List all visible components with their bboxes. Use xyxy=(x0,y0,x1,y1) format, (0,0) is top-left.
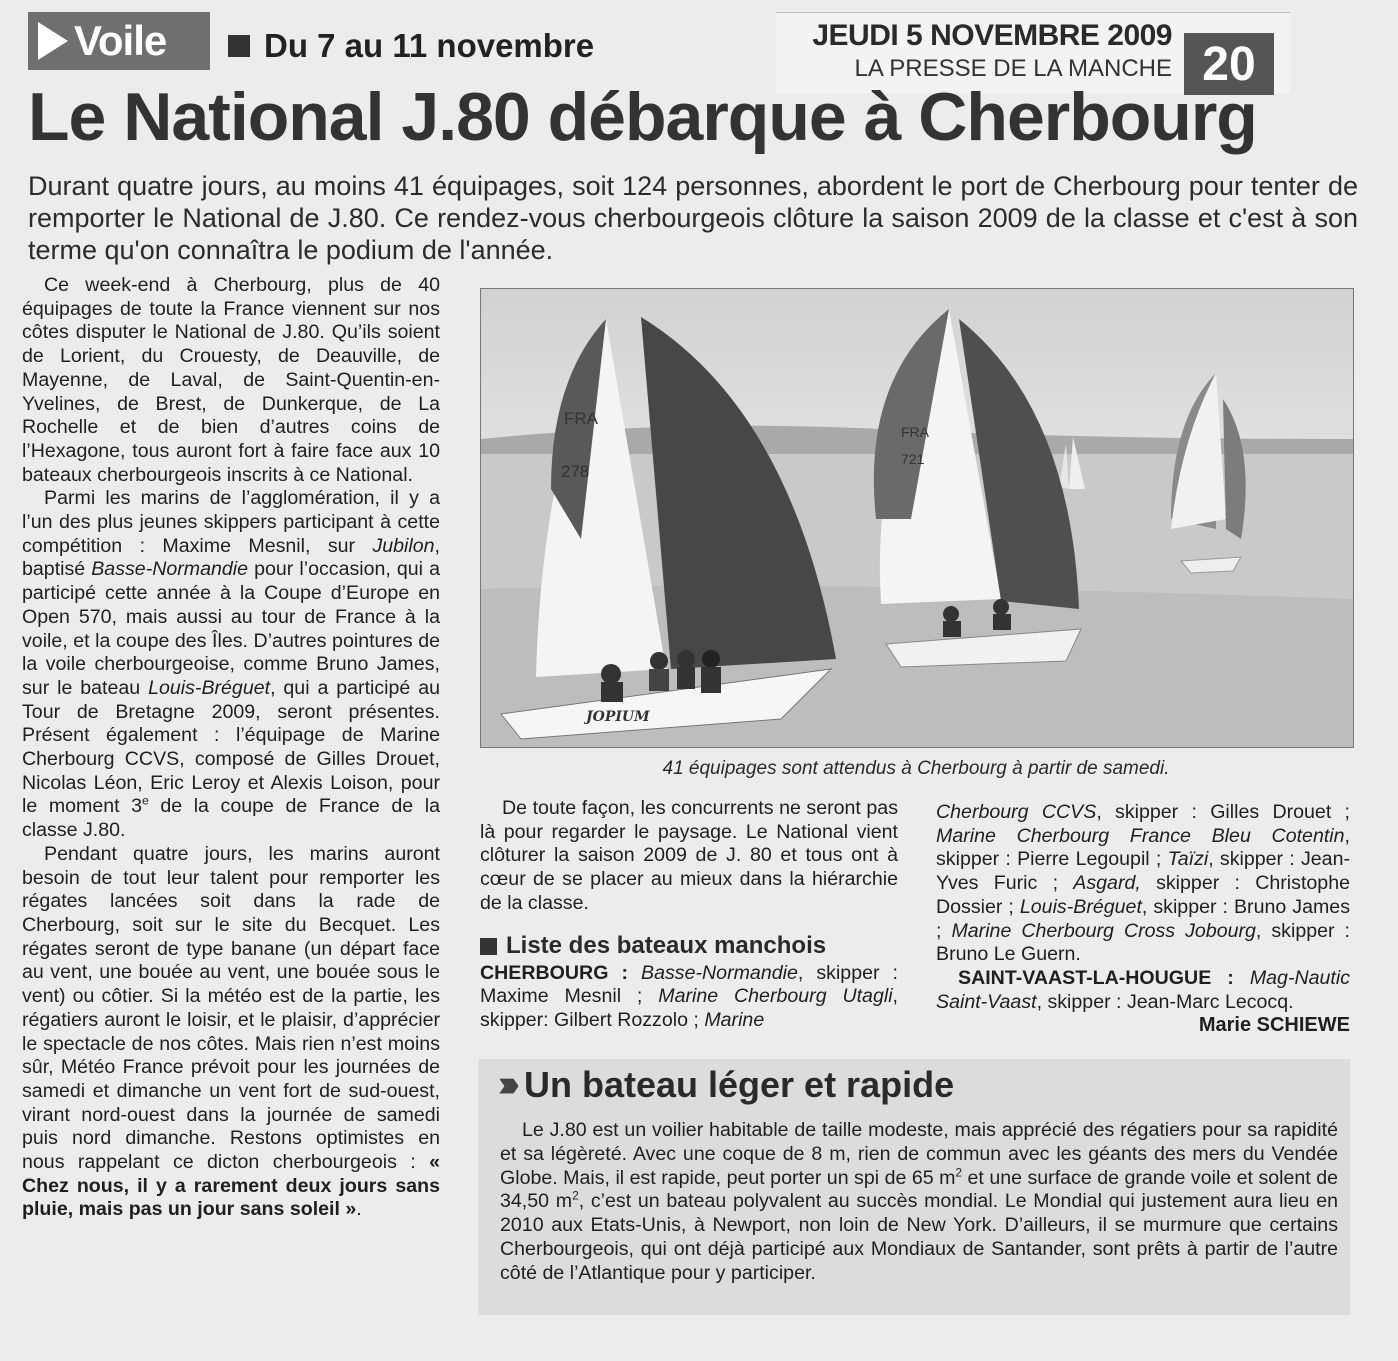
boat-name: Marine Cherbourg Cross Jobourg xyxy=(951,919,1256,942)
skipper-text: , skipper : Gilles Drouet ; xyxy=(1096,801,1350,823)
boat-name: Basse-Normandie xyxy=(91,558,249,581)
play-triangle-icon xyxy=(38,22,68,60)
location-label: CHERBOURG : xyxy=(480,961,629,984)
text-run: de la coupe de France de la classe J.80. xyxy=(22,795,440,842)
skipper-text: , skipper : Pierre Legoupil ; xyxy=(936,824,1350,871)
boat-name: Asgard, xyxy=(1073,872,1141,895)
boats-list-cherbourg: CHERBOURG : Basse-Normandie, skipper : Maxime Mesnil ; Marine Cherbourg Utagli, skipper: Gilbert Rozzolo ; Marine xyxy=(480,961,898,1031)
text-run: Parmi les marins de l’agglomération, il y a l’un des plus jeunes skippers participant à cette compétition : Maxime Mesnil, sur xyxy=(22,487,440,557)
section-rubric xyxy=(28,12,210,70)
superscript: 2 xyxy=(572,1188,579,1203)
boat-name: Marine Cherbourg Utagli xyxy=(658,985,893,1008)
boat-name: Basse-Normandie xyxy=(641,961,798,984)
skipper-text: , skipper : Bruno James ; xyxy=(936,895,1350,942)
paragraph-1: Ce week-end à Cherbourg, plus de 40 équipages de toute la France viennent sur nos côtes disputer le National de J.80. Qu’ils soient de Lorient, du Crouesty, de Deauville, de Mayenne, de Laval, de Saint-Quentin-en-Yvelines, de Brest, de Dunkerque, de La Rochelle et de bien d’autres coins de l’Hexagone, tous auront fort à faire face aux 10 bateaux cherbourgeois inscrits à ce National. xyxy=(22,274,440,486)
text-run: Le J.80 est un voilier habitable de taille modeste, mais apprécié des régatiers pour sa rapidité et sa légèreté. Avec une coque de 8 m, rien de commun avec les géants des mers du Vendée Globe. Mais, il est rapide, peut porter un spi de 65 m xyxy=(500,1119,1338,1189)
regatta-photo xyxy=(480,288,1354,748)
skipper-text: , skipper : Maxime Mesnil ; xyxy=(480,961,898,1008)
text-run: , c’est un bateau polyvalent au succès mondial. Le Mondial qui justement aura lieu en 2010 aux Etats-Unis, à Newport, non loin de New York. D’ailleurs, il se murmure que certains Cherbourgeois, qui ont déjà participé aux Mondiaux de Santander, sont prêts à partir de l’autre côté de l’Atlantique pour y participer. xyxy=(500,1190,1338,1284)
boat-name: Louis-Bréguet xyxy=(1019,895,1142,918)
boat-name: Jubilon xyxy=(372,534,435,557)
quote: « Chez nous, il y a rarement deux jours sans pluie, mais pas un jour sans soleil » xyxy=(22,1151,440,1221)
box-text xyxy=(500,1119,1338,1286)
publication-date: JEUDI 5 NOVEMBRE 2009 xyxy=(812,19,1172,52)
skipper-text: , skipper : Jean-Marc Lecocq. xyxy=(1036,990,1294,1013)
boat-name: Mag-Nautic Saint-Vaast xyxy=(936,966,1351,1013)
boat-name: Louis-Bréguet xyxy=(148,676,271,699)
box-title xyxy=(498,1063,954,1106)
page-number: 20 xyxy=(1184,33,1274,95)
article-column-3 xyxy=(936,801,1350,1014)
boat-name: Marine Cherbourg France Bleu Cotentin xyxy=(936,824,1345,847)
newspaper-name: LA PRESSE DE LA MANCHE xyxy=(854,55,1172,82)
rubric-label: Voile xyxy=(74,17,167,64)
skipper-text: , skipper : Jean-Yves Furic ; xyxy=(936,848,1350,895)
article-column-1 xyxy=(22,274,440,1222)
sailboats-illustration xyxy=(481,289,1353,747)
boats-list-title: Liste des bateaux manchois xyxy=(506,932,827,959)
text-run: . xyxy=(356,1198,362,1221)
text-run: pour l’occasion, qui a participé cette année à la Coupe d’Europe en Open 570, mais aussi au tour de France à la voile, et la coupe des Îles. D’autres pointures de la voile cherbourgeoise, comme Bruno James, sur le bateau xyxy=(22,558,440,699)
text-run: Pendant quatre jours, les marins auront besoin de tout leur talent pour remporter les régates lancées soit dans la rade de Cherbourg, soit sur le site du Becquet. Les régates seront de type banane (un départ face au vent, une bouée au vent, une bouée sous le vent) ou côtier. Si la météo est de la partie, les régatiers auront le loisir, et le plaisir, d’apprécier le spectacle de nos côtes. Mais rien n’est moins sûr, Météo France prévoit pour les journées de samedi et dimanche un vent fort de sud-ouest, virant nord-ouest dans la journée de samedi puis nord dimanche. Restons optimistes en nous rappelant ce dicton cherbourgeois : xyxy=(22,842,440,1174)
text-run: , baptisé xyxy=(22,534,440,581)
hull-name: JOPIUM xyxy=(586,709,650,725)
photo-caption: 41 équipages sont attendus à Cherbourg à partir de samedi. xyxy=(662,758,1170,779)
location-label: SAINT-VAAST-LA-HOUGUE : xyxy=(958,966,1234,989)
paragraph-4: De toute façon, les concurrents ne seront pas là pour regarder le paysage. Le National vient clôturer la saison 2009 de J. 80 et tous ont à cœur de se placer au mieux dans la hiérarchie de la classe. xyxy=(480,797,898,914)
boats-list-heading xyxy=(480,932,826,960)
skipper-text: skipper : Christophe Dossier ; xyxy=(936,872,1350,918)
boat-name: Taïzi xyxy=(1167,848,1209,871)
chevrons-icon: ››› xyxy=(498,1063,512,1105)
sail-number-middle: 721 xyxy=(901,451,925,467)
superscript: 2 xyxy=(955,1165,963,1180)
boats-list-continued: Cherbourg CCVS, skipper : Gilles Drouet ; Marine Cherbourg France Bleu Cotentin, skipper : Pierre Legoupil ; Taïzi, skipper : Jean-Yves Furic ; Asgard, skipper : Christophe Dossier ; Louis-Bréguet, skipper : Bruno James ; Marine Cherbourg Cross Jobourg, skipper : Bruno Le Guern. xyxy=(936,801,1350,966)
text-run: , qui a participé au Tour de Bretagne 2009, seront présentes. Présent également : l’équipage de Marine Cherbourg CCVS, composé de Gilles Drouet, Nicolas Léon, Eric Leroy et Alexis Loison, pour le moment 3 xyxy=(22,676,440,818)
square-bullet-icon xyxy=(480,938,497,955)
event-dates-text: Du 7 au 11 novembre xyxy=(264,27,595,64)
box-title-text: Un bateau léger et rapide xyxy=(523,1063,955,1105)
boats-list-saint-vaast xyxy=(936,967,1350,1014)
author-byline: Marie SCHIEWE xyxy=(1198,1014,1350,1036)
sail-code-middle: FRA xyxy=(901,424,929,440)
superscript: e xyxy=(142,793,149,808)
paragraph-2 xyxy=(22,487,440,843)
article-column-2 xyxy=(480,797,898,1033)
paragraph-3 xyxy=(22,843,440,1222)
skipper-text: , skipper : Bruno Le Guern. xyxy=(936,919,1350,966)
sidebar-box xyxy=(478,1059,1350,1315)
square-bullet-icon xyxy=(228,35,250,57)
sail-number-left: 278 xyxy=(561,462,590,481)
event-dates xyxy=(228,26,594,66)
skipper-text: , skipper: Gilbert Rozzolo ; xyxy=(480,985,898,1031)
lead-paragraph: Durant quatre jours, au moins 41 équipages, soit 124 personnes, abordent le port de Cherbourg pour tenter de remporter le National de J.80. Ce rendez-vous cherbourgeois clôture la saison 2009 de la classe et c'est à son terme qu'on connaîtra le podium de l'année. xyxy=(28,171,1358,265)
sail-code-left: FRA xyxy=(564,409,598,428)
headline: Le National J.80 débarque à Cherbourg xyxy=(28,79,1257,155)
text-run: et une surface de grande voile et solent de 34,50 m xyxy=(500,1166,1338,1213)
